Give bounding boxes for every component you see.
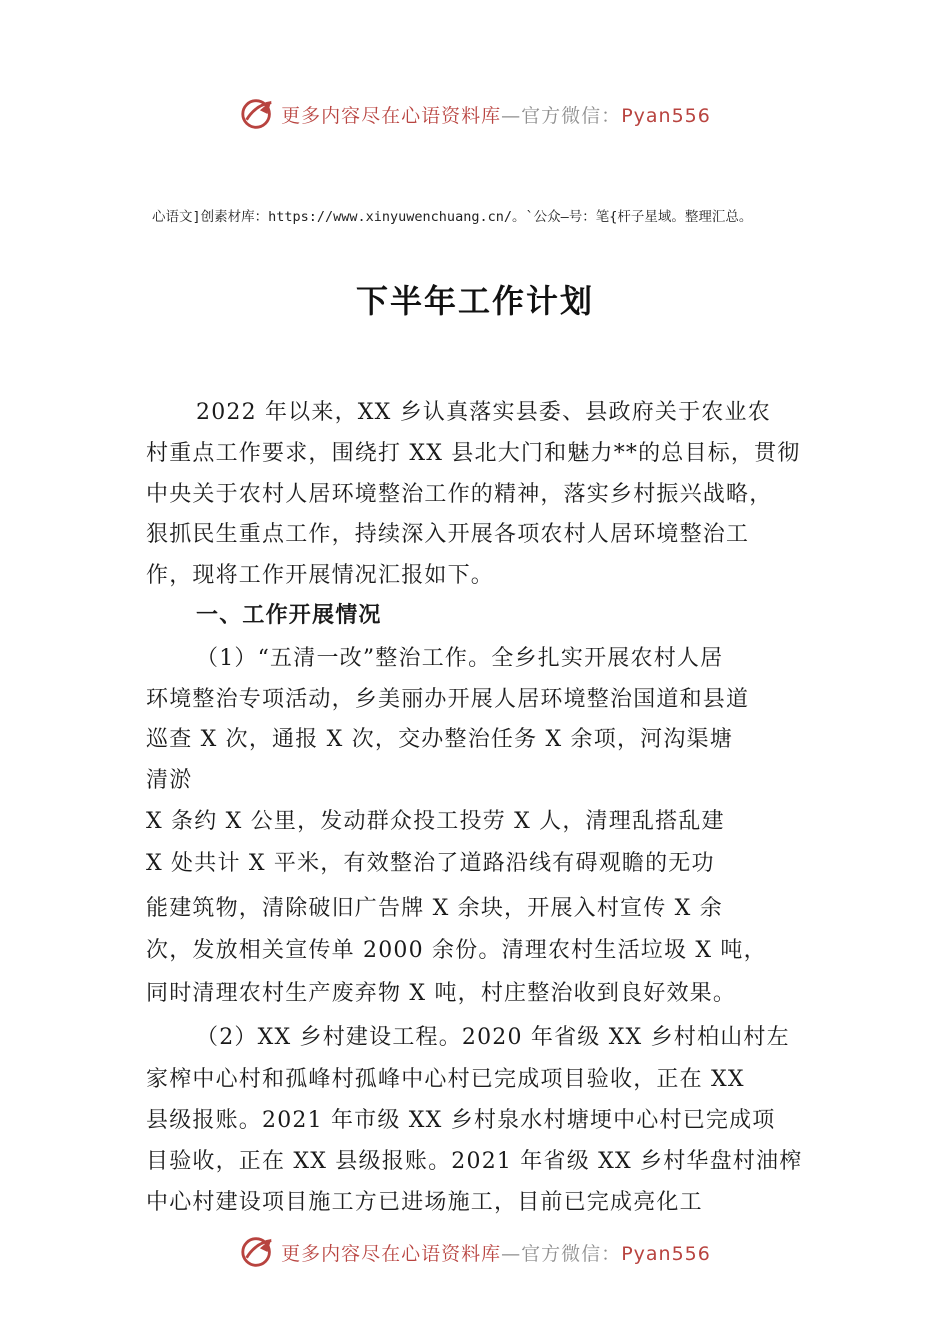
body-line: 村重点工作要求，围绕打 XX 县北大门和魅力**的总目标，贯彻 xyxy=(146,441,801,466)
body-line: 清淤 xyxy=(146,768,193,793)
body-line: X 条约 X 公里，发动群众投工投劳 X 人，清理乱搭乱建 xyxy=(146,809,725,834)
page-title: 下半年工作计划 xyxy=(355,282,594,320)
body-line: 次，发放相关宣传单 2000 余份。清理农村生活垃圾 X 吨， xyxy=(146,938,767,963)
banner-text xyxy=(281,101,711,128)
banner-main: 更多内容尽在心语资料库 xyxy=(281,1242,502,1265)
banner-dash: — xyxy=(501,104,522,127)
banner-account: Pyan556 xyxy=(621,104,711,127)
source-note: 心语文]创素材库：https://www.xinyuwenchuang.cn/。`公众—号：笔{杆子星域。整理汇总。 xyxy=(152,209,753,225)
banner-main: 更多内容尽在心语资料库 xyxy=(281,104,502,127)
body-line: 环境整治专项活动，乡美丽办开展人居环境整治国道和县道 xyxy=(146,687,750,712)
body-line: 能建筑物，清除破旧广告牌 X 余块，开展入村宣传 X 余 xyxy=(146,896,723,921)
header-banner xyxy=(0,92,950,136)
body-line: 目验收，正在 XX 县级报账。2021 年省级 XX 乡村华盘村油榨 xyxy=(146,1149,803,1174)
body-line: 2022 年以来，XX 乡认真落实县委、县政府关于农业农 xyxy=(196,400,771,425)
body-line: 家榨中心村和孤峰村孤峰中心村已完成项目验收，正在 XX xyxy=(146,1067,745,1092)
banner-official: 官方微信： xyxy=(521,1242,622,1265)
body-line: （1）“五清一改”整治工作。全乡扎实开展农村人居 xyxy=(196,646,724,671)
body-line: 县级报账。2021 年市级 XX 乡村泉水村塘埂中心村已完成项 xyxy=(146,1108,776,1133)
pen-logo-icon xyxy=(239,95,277,133)
footer-banner xyxy=(0,1230,950,1274)
banner-account: Pyan556 xyxy=(621,1242,711,1265)
body-line: （2）XX 乡村建设工程。2020 年省级 XX 乡村柏山村左 xyxy=(196,1025,790,1050)
body-line: 同时清理农村生产废弃物 X 吨，村庄整治收到良好效果。 xyxy=(146,981,737,1006)
body-line: X 处共计 X 平米，有效整治了道路沿线有碍观瞻的无功 xyxy=(146,851,715,876)
banner-text xyxy=(281,1239,711,1266)
body-line: 中心村建设项目施工方已进场施工，目前已完成亮化工 xyxy=(146,1190,703,1215)
section-heading: 一、工作开展情况 xyxy=(196,603,382,628)
pen-logo-icon xyxy=(239,1233,277,1271)
banner-dash: — xyxy=(501,1242,522,1265)
banner-official: 官方微信： xyxy=(521,104,622,127)
body-line: 巡查 X 次，通报 X 次，交办整治任务 X 余项，河沟渠塘 xyxy=(146,727,733,752)
body-line: 狠抓民生重点工作，持续深入开展各项农村人居环境整治工 xyxy=(146,522,750,547)
body-line: 作，现将工作开展情况汇报如下。 xyxy=(146,563,495,588)
body-line: 中央关于农村人居环境整治工作的精神，落实乡村振兴战略， xyxy=(146,482,773,507)
